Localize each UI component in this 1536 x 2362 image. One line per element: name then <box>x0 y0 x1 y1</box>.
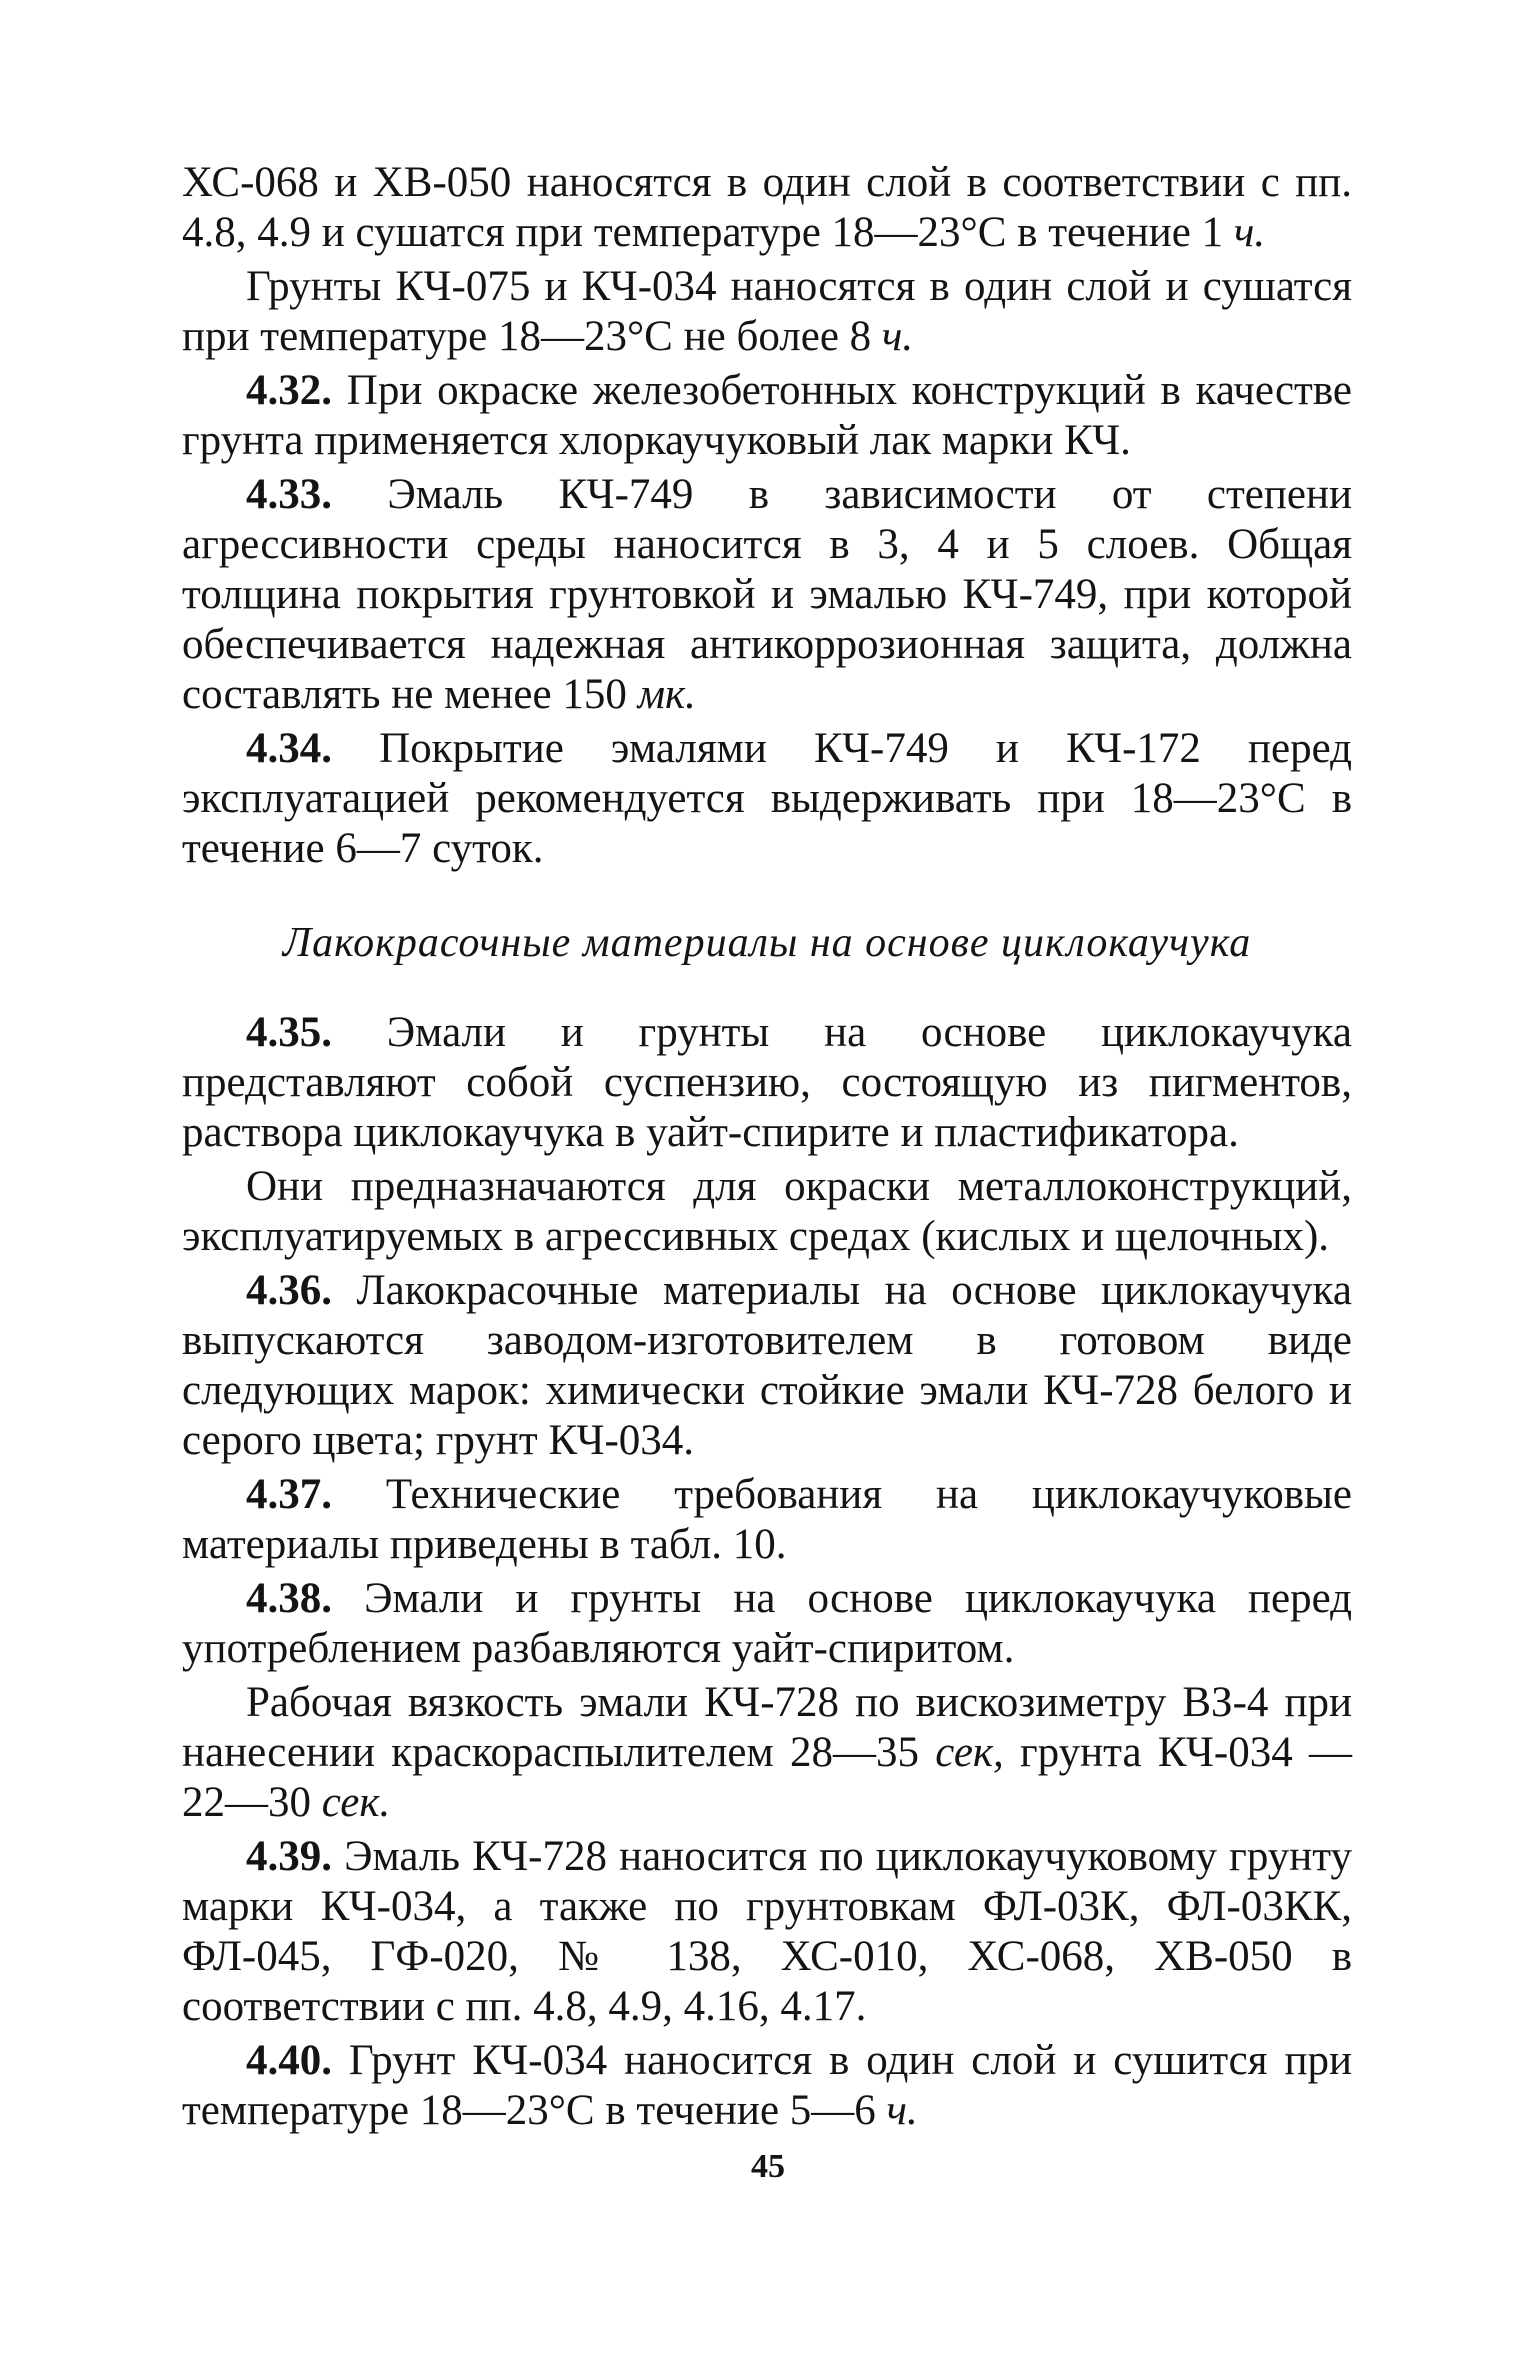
section-4-40: 4.40. Грунт КЧ-034 наносится в один слой и сушится при температуре 18—23°С в течение 5—6 ч. <box>182 2037 1352 2134</box>
section-4-38: 4.38. Эмали и грунты на основе циклокаучука перед употреблением разбавляются уайт-спиритом. <box>182 1575 1352 1672</box>
section-4-36: 4.36. Лакокрасочные материалы на основе циклокаучука выпускаются заводом-изготовителем в готовом виде следующих марок: химически стойкие эмали КЧ-728 белого и серого цвета; грунт КЧ-034. <box>182 1267 1352 1464</box>
section-4-34: 4.34. Покрытие эмалями КЧ-749 и КЧ-172 перед эксплуатацией рекомендуется выдерживать при 18—23°С в течение 6—7 суток. <box>182 725 1352 872</box>
section-4-39: 4.39. Эмаль КЧ-728 наносится по циклокаучуковому грунту марки КЧ-034, а также по грунтовкам ФЛ-03К, ФЛ-03КК, ФЛ-045, ГФ-020, № 138, ХС-010, ХС-068, ХВ-050 в соответствии с пп. 4.8, 4.9, 4.16, 4.17. <box>182 1833 1352 2030</box>
section-heading: Лакокрасочные материалы на основе циклокаучука <box>282 920 1252 966</box>
paragraph-purpose: Они предназначаются для окраски металлоконструкций, эксплуатируемых в агрессивных средах (кислых и щелочных). <box>182 1163 1352 1260</box>
page-number: 45 <box>751 2148 785 2185</box>
section-number: 4.37. <box>246 1471 332 1518</box>
unit: ч. <box>881 313 914 360</box>
paragraph-continuation: ХС-068 и ХВ-050 наносятся в один слой в соответствии с пп. 4.8, 4.9 и сушатся при температуре 18—23°С в течение 1 ч. <box>182 159 1352 256</box>
section-4-35: 4.35. Эмали и грунты на основе циклокаучука представляют собой суспензию, состоящую из пигментов, раствора циклокаучука в уайт-спирите и пластификатора. <box>182 1009 1352 1156</box>
section-number: 4.39. <box>246 1833 332 1880</box>
section-number: 4.35. <box>246 1009 332 1056</box>
section-number: 4.38. <box>246 1575 332 1622</box>
section-number: 4.36. <box>246 1267 332 1314</box>
section-4-33: 4.33. Эмаль КЧ-749 в зависимости от степени агрессивности среды наносится в 3, 4 и 5 слоев. Общая толщина покрытия грунтовкой и эмалью КЧ-749, при которой обеспечивается надежная антикоррозионная защита, должна составлять не менее 150 мк. <box>182 471 1352 718</box>
paragraph-viscosity: Рабочая вязкость эмали КЧ-728 по вискозиметру ВЗ-4 при нанесении краскораспылителем 28—35 сек, грунта КЧ-034 — 22—30 сек. <box>182 1679 1352 1826</box>
page-body <box>182 158 1352 2140</box>
section-number: 4.40. <box>246 2037 332 2084</box>
paragraph-primers: Грунты КЧ-075 и КЧ-034 наносятся в один слой и сушатся при температуре 18—23°С не более 8 ч. <box>182 263 1352 360</box>
unit: ч. <box>886 2087 918 2134</box>
unit: сек, <box>935 1729 1004 1776</box>
section-4-37: 4.37. Технические требования на циклокаучуковые материалы приведены в табл. 10. <box>182 1471 1352 1568</box>
section-number: 4.34. <box>246 725 332 772</box>
unit: мк. <box>637 671 696 718</box>
unit: сек. <box>321 1779 391 1826</box>
section-4-32: 4.32. При окраске железобетонных конструкций в качестве грунта применяется хлоркаучуковый лак марки КЧ. <box>182 367 1352 464</box>
section-number: 4.32. <box>246 367 332 414</box>
section-number: 4.33. <box>246 471 332 518</box>
unit: ч. <box>1233 209 1266 256</box>
